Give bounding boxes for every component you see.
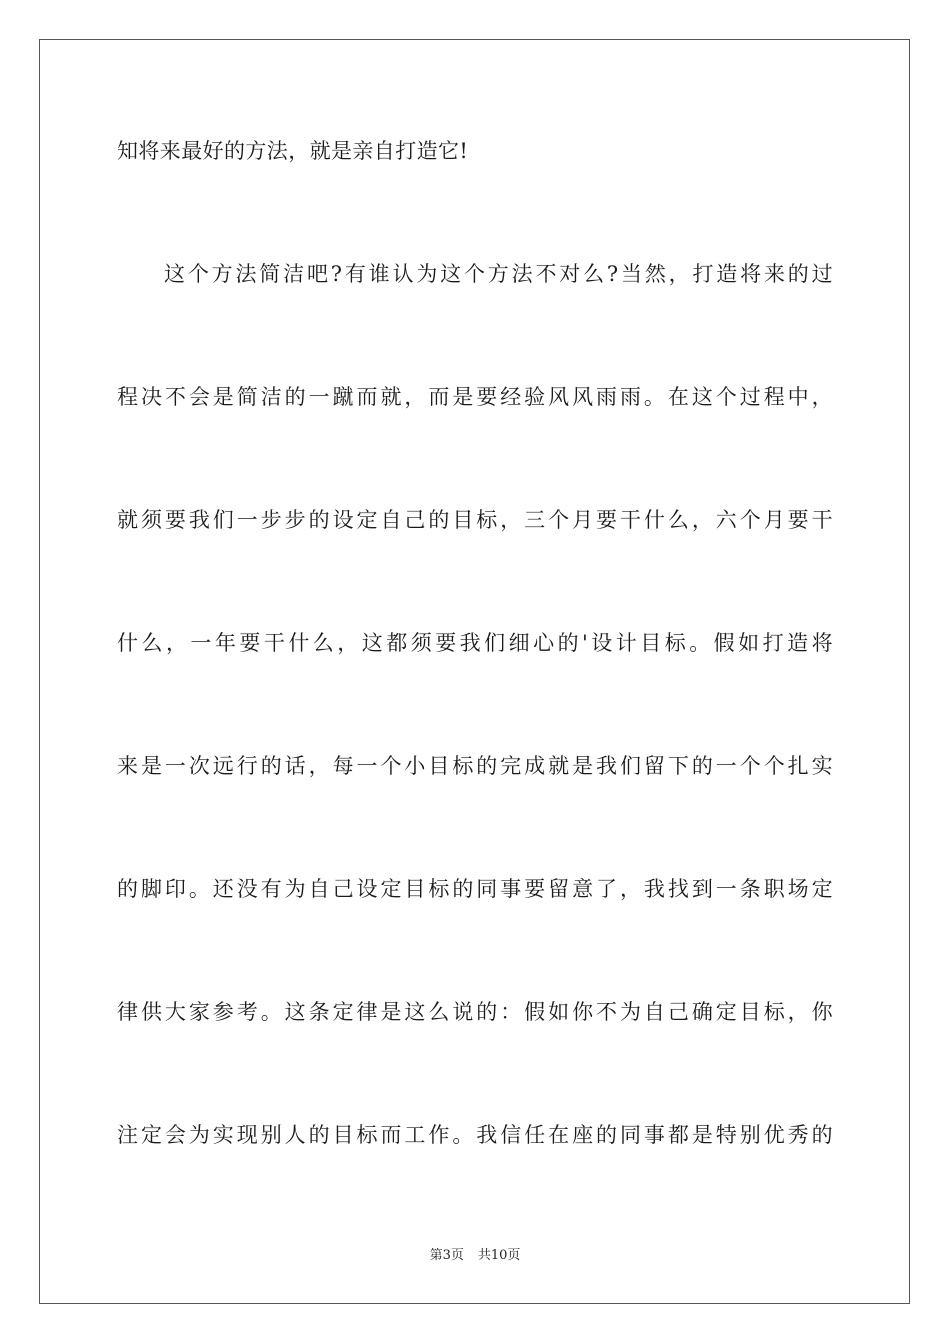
text-line-5: 什么，一年要干什么，这都须要我们细心的'设计目标。假如打造将 (117, 631, 833, 655)
text-line-9: 注定会为实现别人的目标而工作。我信任在座的同事都是特别优秀的 (117, 1123, 833, 1147)
text-line-8: 律供大家参考。这条定律是这么说的：假如你不为自己确定目标，你 (117, 1000, 833, 1024)
page-border (39, 39, 910, 1304)
page-number: 第3页 (429, 1248, 464, 1263)
text-line-6: 来是一次远行的话，每一个小目标的完成就是我们留下的一个个扎实 (117, 754, 833, 778)
text-line-7: 的脚印。还没有为自己设定目标的同事要留意了，我找到一条职场定 (117, 877, 833, 901)
text-line-1: 知将来最好的方法，就是亲自打造它! (117, 139, 469, 163)
text-line-3: 程决不会是简洁的一蹴而就，而是要经验风风雨雨。在这个过程中， (117, 385, 833, 409)
page-footer (0, 1246, 950, 1266)
page-total: 共10页 (477, 1248, 521, 1263)
text-line-4: 就须要我们一步步的设定自己的目标，三个月要干什么，六个月要干 (117, 508, 833, 532)
text-line-2: 这个方法简洁吧?有谁认为这个方法不对么?当然，打造将来的过 (164, 262, 833, 286)
